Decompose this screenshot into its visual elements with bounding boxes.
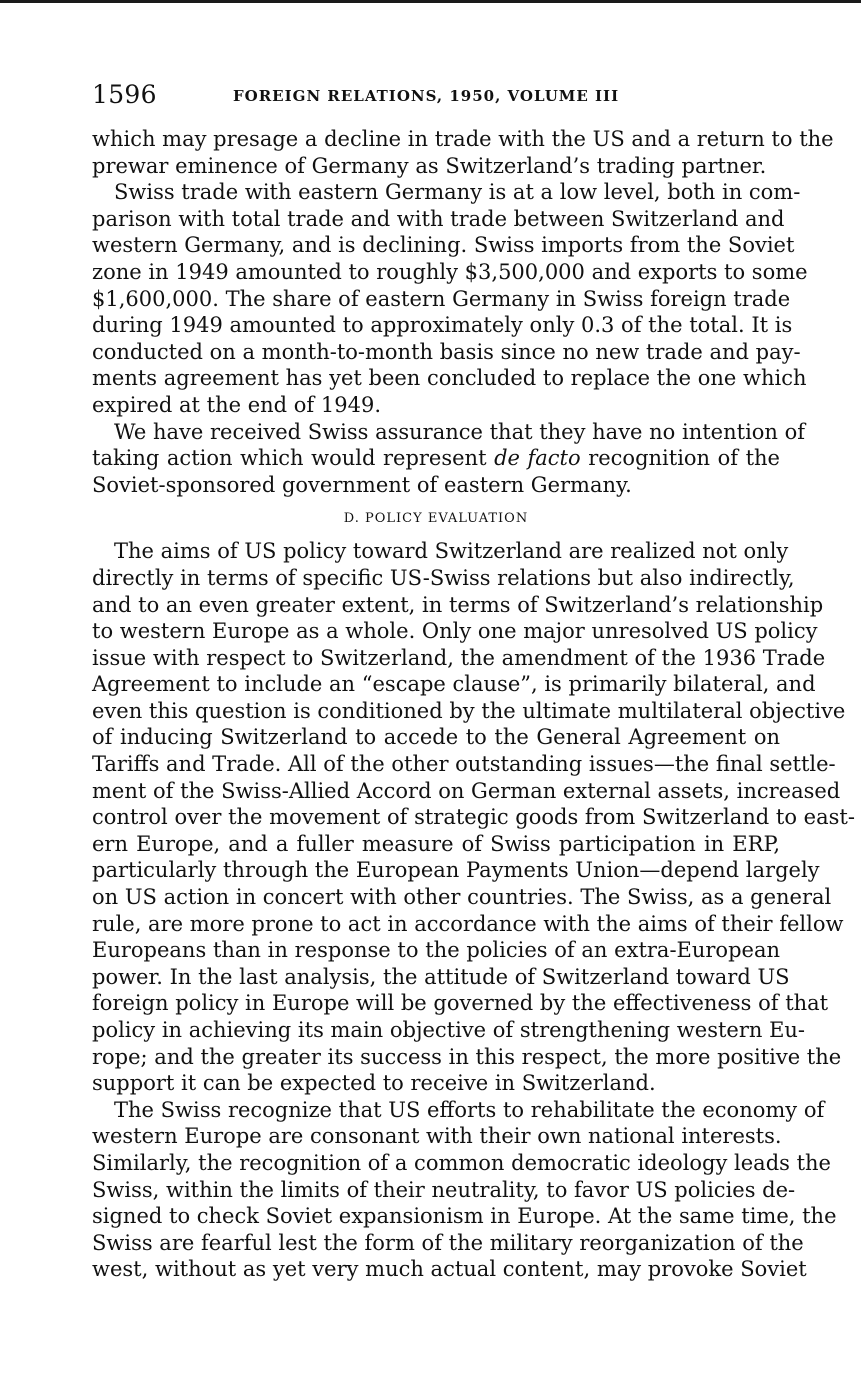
- text-segment: recognition of the: [588, 446, 780, 471]
- text-line: west, without as yet very much actual content, may provoke Soviet: [92, 1257, 807, 1282]
- text-line: to western Europe as a whole. Only one major unresolved US policy: [92, 619, 818, 644]
- text-line: support it can be expected to receive in Switzerland.: [92, 1071, 656, 1096]
- text-line: during 1949 amounted to approximately only 0.3 of the total. It is: [92, 313, 793, 338]
- text-line: rope; and the greater its success in this respect, the more positive the: [92, 1044, 842, 1069]
- text-line: issue with respect to Switzerland, the amendment of the 1936 Trade: [92, 645, 826, 670]
- paragraph-1: [92, 126, 834, 179]
- text-line: directly in terms of specific US-Swiss relations but also indirectly,: [92, 565, 795, 590]
- text-line: signed to check Soviet expansionism in Europe. At the same time, the: [92, 1204, 837, 1229]
- text-line: western Germany, and is declining. Swiss imports from the Soviet: [92, 233, 795, 258]
- text-line: Europeans than in response to the policies of an extra-European: [92, 938, 780, 963]
- text-segment: taking action which would represent: [92, 446, 487, 471]
- text-line: policy in achieving its main objective of strengthening western Eu-: [92, 1018, 806, 1042]
- section-heading: D. POLICY EVALUATION: [343, 511, 529, 527]
- text-line: The aims of US policy toward Switzerland are realized not only: [114, 539, 789, 564]
- running-title: FOREIGN RELATIONS, 1950, VOLUME III: [233, 87, 620, 105]
- paragraph-5: [92, 1097, 837, 1283]
- text-line: parison with total trade and with trade between Switzerland and: [92, 206, 785, 231]
- text-line: rule, are more prone to act in accordance with the aims of their fellow: [92, 911, 844, 936]
- italic-term: de facto: [494, 446, 581, 471]
- text-line: expired at the end of 1949.: [92, 392, 381, 417]
- text-line: conducted on a month-to-month basis since no new trade and pay-: [92, 339, 801, 364]
- text-line: even this question is conditioned by the ultimate multilateral objective: [92, 698, 846, 723]
- running-head: [92, 78, 782, 112]
- text-line: Swiss, within the limits of their neutrality, to favor US policies de-: [92, 1177, 796, 1202]
- text-line: ment of the Swiss-Allied Accord on German external assets, increased: [92, 778, 841, 803]
- text-line: which may presage a decline in trade with the US and a return to the: [92, 127, 834, 151]
- text-line: ern Europe, and a fuller measure of Swiss participation in ERP,: [92, 831, 780, 856]
- text-line: power. In the last analysis, the attitude of Switzerland toward US: [92, 964, 790, 989]
- text-line: on US action in concert with other countries. The Swiss, as a general: [92, 885, 832, 910]
- text-line: $1,600,000. The share of eastern Germany in Swiss foreign trade: [92, 286, 791, 311]
- text-line: zone in 1949 amounted to roughly $3,500,000 and exports to some: [92, 259, 808, 284]
- paragraph-3: [92, 419, 806, 499]
- text-line: and to an even greater extent, in terms of Switzerland’s relationship: [92, 592, 824, 617]
- text-line: particularly through the European Payments Union—depend largely: [92, 858, 820, 883]
- text-line: of inducing Switzerland to accede to the General Agreement on: [92, 725, 780, 750]
- text-line: Swiss trade with eastern Germany is at a low level, both in com-: [114, 180, 801, 205]
- text-line: foreign policy in Europe will be governed by the effectiveness of that: [92, 991, 829, 1016]
- text-line: Soviet-sponsored government of eastern Germany.: [92, 472, 632, 497]
- text-line-with-italic: [92, 445, 780, 472]
- text-line: Swiss are fearful lest the form of the military reorganization of the: [92, 1230, 804, 1255]
- text-line: The Swiss recognize that US efforts to rehabilitate the economy of: [114, 1097, 825, 1122]
- text-line: Similarly, the recognition of a common democratic ideology leads the: [92, 1150, 831, 1175]
- paragraph-2: [92, 179, 808, 418]
- text-line: western Europe are consonant with their own national interests.: [92, 1124, 782, 1149]
- paragraph-4: [92, 538, 855, 1096]
- text-line: We have received Swiss assurance that they have no intention of: [114, 419, 806, 444]
- page-number: 1596: [92, 80, 157, 109]
- top-rule: [0, 0, 861, 3]
- text-line: Tariffs and Trade. All of the other outstanding issues—the final settle-: [92, 752, 836, 777]
- text-line: ments agreement has yet been concluded to replace the one which: [92, 366, 807, 391]
- body-text: [92, 126, 855, 1283]
- text-line: prewar eminence of Germany as Switzerland’s trading partner.: [92, 153, 767, 178]
- text-line: Agreement to include an “escape clause”, is primarily bilateral, and: [92, 672, 816, 697]
- text-line: control over the movement of strategic goods from Switzerland to east-: [92, 805, 855, 830]
